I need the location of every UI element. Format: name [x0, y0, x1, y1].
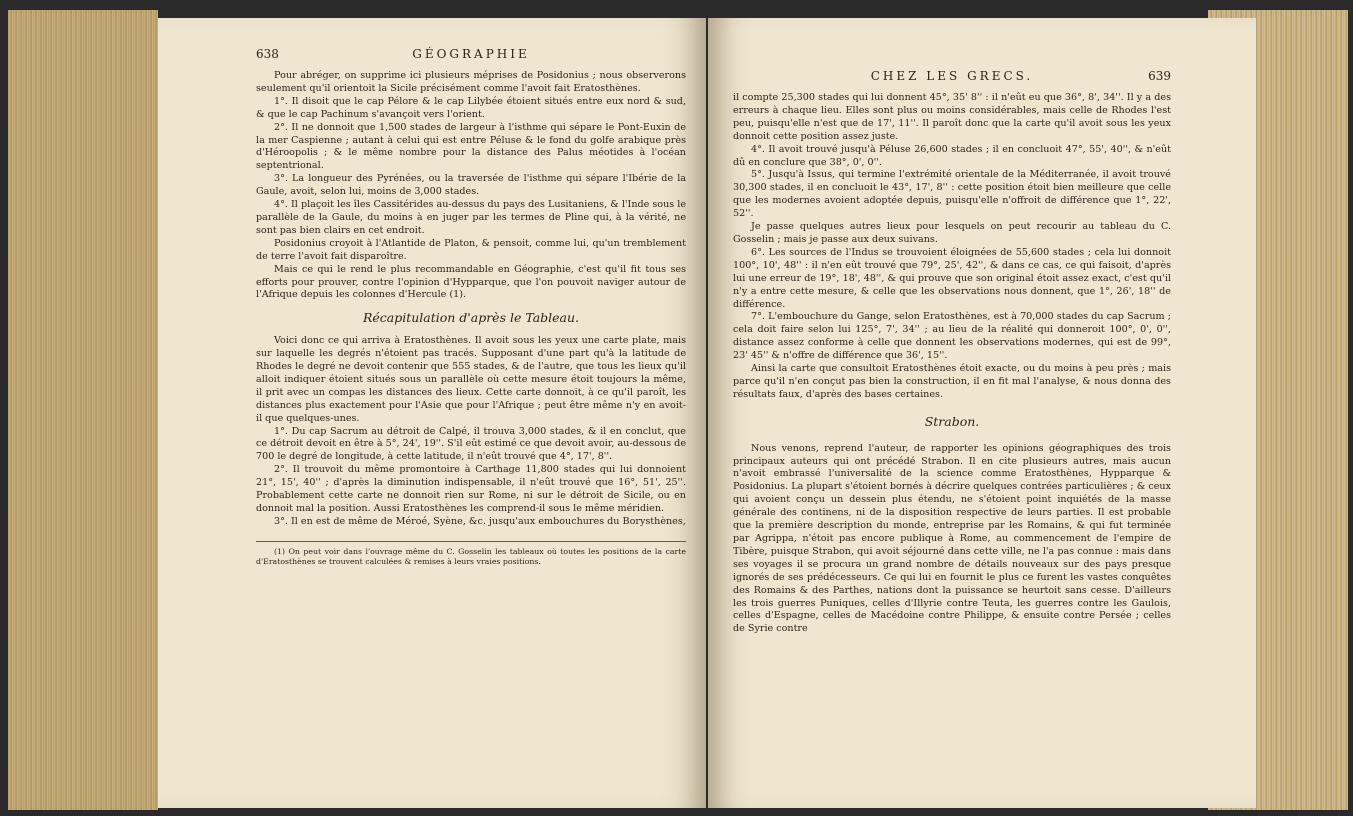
- right-page: [708, 18, 1256, 808]
- paragraph: 6°. Les sources de l'Indus se trouvoient éloignées de 55,600 stades ; cela lui donnoit 100°, 10', 48'' : il n'en eût trouvé que 79°, 25', 42'', & dans ce cas, ce qui faisoit, d'après lui une erreur de 19°, 18', 48'', & qui prouve que son original étoit assez exact, c'est qu'il n'y a entre cette mesure, & celle que les observations nous donnent, que 1°, 26', 18'' de différence.: [733, 246, 1171, 310]
- paragraph: 4°. Il plaçoit les îles Cassitérides au-dessus du pays des Lusitaniens, & l'Inde sous le parallèle de la Gaule, du moins à en juger par les termes de Pline qui, à la vérité, ne sont pas bien clairs en cet endroit.: [256, 199, 686, 236]
- paragraph: Pour abréger, on supprime ici plusieurs méprises de Posidonius ; nous observerons seulement qu'il orientoit la Sicile précisément comme l'avoit fait Eratosthènes.: [256, 70, 686, 94]
- section-title-strabon: Strabon.: [924, 413, 980, 429]
- left-page-content: [256, 48, 686, 567]
- paragraph: 2°. Il ne donnoit que 1,500 stades de largeur à l'isthme qui sépare le Pont-Euxin de la mer Caspienne ; autant à celui qui est entre Péluse & le fond du golfe arabique près d'Héroopolis ; & le même nombre pour la distance des Palus méotides à l'océan septentrional.: [256, 121, 686, 172]
- right-page-content: [733, 70, 1171, 636]
- left-page-number: 638: [256, 47, 279, 61]
- paragraph: 4°. Il avoit trouvé jusqu'à Péluse 26,600 stades ; il en concluoit 47°, 55', 40'', & n'eût dû en conclure que 38°, 0', 0''.: [733, 143, 1171, 168]
- left-page-edges: [8, 10, 158, 810]
- open-book: [8, 10, 1348, 810]
- footnote-divider: [256, 541, 686, 542]
- paragraph: Posidonius croyoit à l'Atlantide de Platon, & pensoit, comme lui, qu'un tremblement de terre l'avoit fait disparoître.: [256, 237, 686, 262]
- paragraph: Mais ce qui le rend le plus recommandable en Géographie, c'est qu'il fit tous ses efforts pour prouver, contre l'opinion d'Hypparque, que l'on pouvoit naviger autour de l'Afrique depuis les colonnes d'Hercule (1).: [256, 263, 686, 301]
- paragraph: Ainsi la carte que consultoit Eratosthènes étoit exacte, ou du moins à peu près ; mais parce qu'il n'en conçut pas bien la construction, il en fit mal l'analyse, & nous donna des résultats faux, d'après des bases certaines.: [733, 363, 1171, 400]
- paragraph: Voici donc ce qui arriva à Eratosthènes. Il avoit sous les yeux une carte plate, mais sur laquelle les degrés n'étoient pas tracés. Supposant d'une part qu'à la latitude de Rhodes le degré ne devoit contenir que 555 stades, & de l'autre, que tous les lieux qu'il alloit indiquer étoient situés sous un parallèle où cette mesure étoit toujours la même, il prit avec un compas les distances des lieux. Cette carte donnoit, à ce qu'il paroît, les distances plus exactement pour l'Asie que pour l'Afrique ; peut être même n'y en avoit-il que quelques-unes.: [256, 335, 686, 424]
- left-running-head: GÉOGRAPHIE: [412, 47, 530, 61]
- paragraph: Je passe quelques autres lieux pour lesquels on peut recourir au tableau du C. Gosselin ; mais je passe aux deux suivans.: [733, 221, 1171, 245]
- paragraph: il compte 25,300 stades qui lui donnent 45°, 35' 8'' : il n'eût eu que 36°, 8', 34''. Il y a des erreurs à chaque lieu. Elles sont plus ou moins considérables, mais celle de Rhodes l'est peu, puisqu'elle n'est que de 17', 11''. Il paroît donc que la carte qu'il avoit sous les yeux donnoit cette position assez juste.: [733, 92, 1171, 142]
- paragraph: 2°. Il trouvoit du même promontoire à Carthage 11,800 stades qui lui donnoient 21°, 15', 40'' ; d'après la diminution indispensable, il n'eût trouvé que 16°, 51', 25''. Probablement cette carte ne donnoit rien sur Rome, ni sur le détroit de Sicile, ou en donnoit mal la position. Aussi Eratosthènes les comprend-il sous le même méridien.: [256, 464, 686, 514]
- left-page: [158, 18, 706, 808]
- paragraph: 7°. L'embouchure du Gange, selon Eratosthènes, est à 70,000 stades du cap Sacrum ; cela doit faire selon lui 125°, 7', 34'' ; au lieu de la réalité qui donneroit 100°, 0', 0'', distance assez conforme à celle que donnent les observations modernes, qui est de 99°, 23' 45'' & n'offre de différence que 36', 15''.: [733, 311, 1171, 362]
- right-page-header: [733, 70, 1171, 88]
- paragraph: Nous venons, reprend l'auteur, de rapporter les opinions géographiques des trois principaux auteurs qui ont précédé Strabon. Il en cite plusieurs autres, mais aucun n'avoit embrassé l'universalité de la science comme Eratosthènes, Hypparque & Posidonius. La plupart s'étoient bornés à décrire quelques contrées particulières ; & ceux qui avoient conçu un dessein plus étendu, ne s'étoient point inquiétés de la masse générale des continens, ni de la disposition respective de leurs parties. Il est probable que la première description du monde, entreprise par les Romains, & qui fut terminée par Agrippa, n'étoit pas encore publique à Rome, au commencement de l'empire de Tibère, puisque Strabon, qui avoit séjourné dans cette ville, ne l'a pas connue : mais dans ses voyages il se procura un grand nombre de détails nouveaux sur des pays presque ignorés de ses prédécesseurs. Ce qui lui en fournit le plus ce furent les vastes conquêtes des Romains & des Parthes, nations dont la puissance se heurtoit sans cesse. D'ailleurs les trois guerres Puniques, celles d'Illyrie contre Teuta, les guerres contre les Gaulois, celles d'Espagne, celles de Macédoine contre Philippe, & ensuite contre Persée ; celles de Syrie contre: [733, 442, 1171, 635]
- paragraph: 1°. Il disoit que le cap Pélore & le cap Lilybée étoient situés entre eux nord & sud, & que le cap Pachinum s'avançoit vers l'orient.: [256, 95, 686, 120]
- right-running-head: CHEZ LES GRECS.: [870, 69, 1034, 83]
- paragraph: 3°. La longueur des Pyrénées, ou la traversée de l'isthme qui sépare l'Ibérie de la Gaule, avoit, selon lui, moins de 3,000 stades.: [256, 173, 686, 198]
- footnote: (1) On peut voir dans l'ouvrage même du C. Gosselin les tableaux où toutes les positions de la carte d'Eratosthènes se trouvent calculées & remises à leurs vraies positions.: [256, 546, 686, 566]
- paragraph: 5°. Jusqu'à Issus, qui termine l'extrémité orientale de la Méditerranée, il avoit trouvé 30,300 stades, il en concluoit le 43°, 17', 8'' : cette position étoit bien meilleure que celle que les modernes avoient adoptée depuis, puisqu'elle n'offroit de différence que 1°, 22', 52''.: [733, 169, 1171, 220]
- right-page-number: 639: [1148, 69, 1171, 83]
- section-title-recapitulation: Récapitulation d'après le Tableau.: [362, 310, 580, 326]
- left-page-header: [256, 48, 686, 66]
- paragraph: 3°. Il en est de même de Méroé, Syène, &c. jusqu'aux embouchures du Borysthènes,: [274, 515, 686, 527]
- paragraph: 1°. Du cap Sacrum au détroit de Calpé, il trouva 3,000 stades, & il en conclut, que ce détroit devoit en être à 5°, 24', 19''. S'il eût estimé ce que devoit avoir, au-dessous de 700 le degré de longitude, à cette latitude, il n'eût trouvé que 4°, 17', 8''.: [256, 425, 686, 463]
